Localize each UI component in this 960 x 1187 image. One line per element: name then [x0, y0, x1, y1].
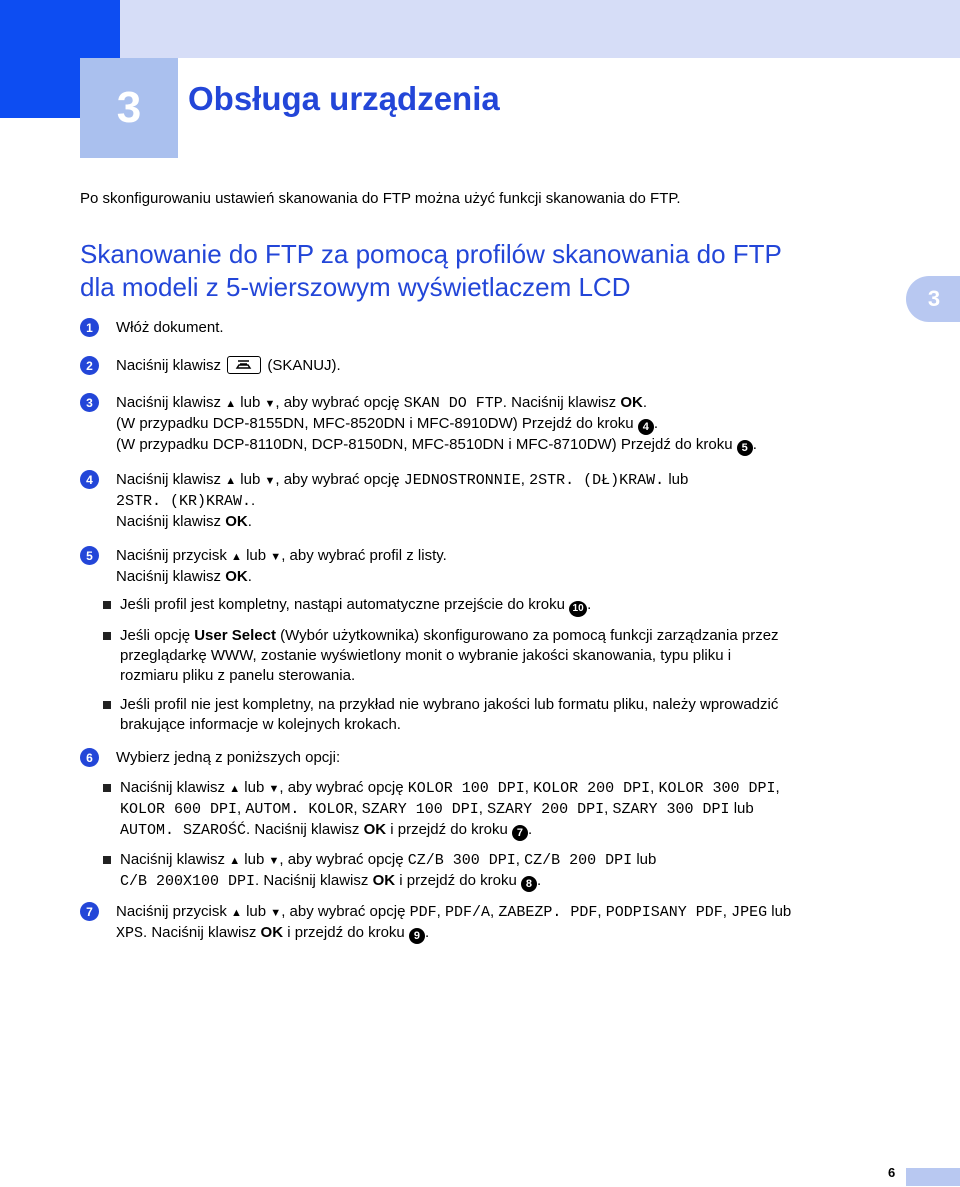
or-word: lub	[668, 471, 689, 488]
step-ref-8: 8	[521, 876, 537, 892]
option-podpisany-pdf: PODPISANY PDF	[605, 904, 723, 921]
option-jpeg: JPEG	[731, 904, 768, 921]
choose-text: , aby wybrać opcję	[281, 903, 406, 920]
step-5-bullet-2	[120, 626, 880, 686]
bullet-1-text: Jeśli profil jest kompletny, nastąpi automatyczne przejście do kroku	[120, 596, 565, 613]
option-autom-kolor: AUTOM. KOLOR	[245, 801, 354, 818]
section-title	[80, 238, 900, 304]
option-xps: XPS	[116, 925, 144, 942]
step-4-text: Naciśnij klawisz	[116, 471, 222, 488]
step-5-choose: , aby wybrać profil z listy.	[281, 547, 447, 564]
ok-key: OK	[225, 568, 248, 585]
up-arrow-icon: ▲	[229, 783, 241, 795]
option-kolor-100: KOLOR 100 DPI	[407, 780, 525, 797]
option-jednostronnie: JEDNOSTRONNIE	[403, 472, 521, 489]
or-word: lub	[240, 394, 261, 411]
option-2str-dl: 2STR. (DŁ)KRAW.	[529, 472, 665, 489]
dot: .	[251, 492, 256, 509]
header-light-band	[120, 0, 960, 58]
option-zabezp-pdf: ZABEZP. PDF	[498, 904, 598, 921]
step-4-choose: , aby wybrać opcję	[275, 471, 400, 488]
down-arrow-icon: ▼	[268, 855, 280, 867]
or-word: lub	[771, 903, 792, 920]
down-arrow-icon: ▼	[264, 398, 276, 410]
choose-text: , aby wybrać opcję	[279, 779, 404, 796]
up-arrow-icon: ▲	[231, 551, 242, 563]
press-text: . Naciśnij klawisz	[246, 821, 360, 838]
chapter-title: Obsługa urządzenia	[188, 80, 500, 117]
step-3: 3 Naciśnij klawisz ▲ lub ▼, aby wybrać opcję SKAN DO FTP. Naciśnij klawisz OK. (W przypadku DCP-8155DN, MFC-8520DN i MFC-8910DW) Przejdź do kroku 4 . (W przypadku DCP-8110DN, DCP-8150DN, MFC-8510DN i MFC-8710DW) Przejdź do kroku 5 .	[80, 393, 900, 456]
option-pdf: PDF	[409, 904, 437, 921]
or-word: lub	[240, 471, 261, 488]
bullet-2-line-2: przeglądarkę WWW, zostanie wyświetlony monit o wybranie jakości skanowania, typu pliku i	[120, 647, 732, 664]
option-2str-kr: 2STR. (KR)KRAW.	[116, 493, 252, 510]
ok-key: OK	[225, 513, 248, 530]
step-ref-5: 5	[737, 440, 753, 456]
go-text: i przejdź do kroku	[390, 821, 508, 838]
step-2	[80, 356, 900, 376]
up-arrow-icon: ▲	[229, 855, 241, 867]
up-arrow-icon: ▲	[225, 398, 237, 410]
step-5-bullet-1: Jeśli profil jest kompletny, nastąpi automatyczne przejście do kroku 10 .	[120, 595, 880, 617]
step-1	[80, 318, 900, 338]
ok-key: OK	[372, 872, 396, 889]
step-number-3: 3	[80, 393, 99, 412]
option-szary-300: SZARY 300 DPI	[612, 801, 730, 818]
scan-key-icon	[227, 356, 261, 374]
bullet-3-line-1: Jeśli profil nie jest kompletny, na przykład nie wybrano jakości lub formatu pliku, należy wprowadzić	[120, 696, 779, 713]
step-1-text: Włóż dokument.	[116, 319, 224, 336]
go-text: i przejdź do kroku	[399, 872, 517, 889]
down-arrow-icon: ▼	[268, 783, 280, 795]
step-2-scan-label: (SKANUJ).	[267, 357, 341, 374]
ok-key: OK	[620, 394, 643, 411]
option-kolor-600: KOLOR 600 DPI	[120, 801, 238, 818]
down-arrow-icon: ▼	[270, 907, 282, 919]
step-5-text: Naciśnij przycisk	[116, 547, 227, 564]
chapter-number-box	[80, 58, 178, 158]
step-number-1: 1	[80, 318, 99, 337]
bullet-2-line-3: rozmiaru pliku z panelu sterowania.	[120, 667, 356, 684]
step-ref-9: 9	[409, 928, 425, 944]
press-text: . Naciśnij klawisz	[255, 872, 369, 889]
option-pdfa: PDF/A	[444, 904, 490, 921]
option-szary-200: SZARY 200 DPI	[487, 801, 605, 818]
step-6-bullet-2: Naciśnij klawisz ▲ lub ▼, aby wybrać opcję CZ/B 300 DPI, CZ/B 200 DPI lub C/B 200X100 DPI. Naciśnij klawisz OK i przejdź do kroku 8 .	[120, 850, 880, 892]
step-ref-7: 7	[512, 825, 528, 841]
down-arrow-icon: ▼	[264, 475, 276, 487]
step-7-text: Naciśnij przycisk	[116, 903, 227, 920]
step-7: 7 Naciśnij przycisk ▲ lub ▼, aby wybrać opcję PDF, PDF/A, ZABEZP. PDF, PODPISANY PDF, JPEG lub XPS. Naciśnij klawisz OK i przejdź do kroku 9 .	[80, 902, 900, 944]
step-number-4: 4	[80, 470, 99, 489]
or-word: lub	[246, 903, 267, 920]
step-6	[80, 748, 900, 892]
section-title-line-2: dla modeli z 5-wierszowym wyświetlaczem LCD	[80, 272, 631, 302]
bullet-square-icon	[103, 856, 111, 864]
go-text: i przejdź do kroku	[287, 924, 405, 941]
ok-key: OK	[363, 821, 387, 838]
section-title-line-1: Skanowanie do FTP za pomocą profilów skanowania do FTP	[80, 239, 782, 269]
step-4: 4 Naciśnij klawisz ▲ lub ▼, aby wybrać opcję JEDNOSTRONNIE, 2STR. (DŁ)KRAW. lub 2STR. (KR)KRAW.. Naciśnij klawisz OK.	[80, 470, 900, 532]
down-arrow-icon: ▼	[270, 551, 282, 563]
step-number-7: 7	[80, 902, 99, 921]
step-2-text: Naciśnij klawisz	[116, 357, 222, 374]
up-arrow-icon: ▲	[225, 475, 237, 487]
option-cb-200x100: C/B 200X100 DPI	[120, 873, 256, 890]
or-word: lub	[733, 800, 754, 817]
option-szary-100: SZARY 100 DPI	[361, 801, 479, 818]
step-5-bullet-3	[120, 695, 880, 735]
bullet-3-line-2: brakujące informacje w kolejnych krokach.	[120, 716, 401, 733]
step-number-5: 5	[80, 546, 99, 565]
option-czb-300: CZ/B 300 DPI	[407, 852, 516, 869]
page-number-bar	[906, 1168, 960, 1186]
option-czb-200: CZ/B 200 DPI	[524, 852, 633, 869]
dot: .	[642, 394, 647, 411]
ok-key: OK	[260, 924, 284, 941]
step-6-text: Wybierz jedną z poniższych opcji:	[116, 749, 341, 766]
or-word: lub	[246, 547, 267, 564]
step-3-press: . Naciśnij klawisz	[502, 394, 617, 411]
or-word: lub	[636, 851, 657, 868]
step-3-note-1: (W przypadku DCP-8155DN, MFC-8520DN i MFC-8910DW) Przejdź do kroku	[116, 415, 634, 432]
intro-paragraph: Po skonfigurowaniu ustawień skanowania do FTP można użyć funkcji skanowania do FTP.	[80, 190, 681, 207]
press-text: . Naciśnij klawisz	[143, 924, 257, 941]
chapter-number: 3	[116, 83, 142, 132]
bullet-square-icon	[103, 632, 111, 640]
step-number-6: 6	[80, 748, 99, 767]
bullet-text: Naciśnij klawisz	[120, 779, 226, 796]
bullet-2-line-1: (Wybór użytkownika) skonfigurowano za pomocą funkcji zarządzania przez	[280, 627, 779, 644]
or-word: lub	[244, 779, 265, 796]
or-word: lub	[244, 851, 265, 868]
bullet-text: Naciśnij klawisz	[120, 851, 226, 868]
step-3-choose: , aby wybrać opcję	[275, 394, 400, 411]
bullet-square-icon	[103, 784, 111, 792]
step-5: 5 Naciśnij przycisk ▲ lub ▼, aby wybrać profil z listy. Naciśnij klawisz OK. Jeśli profil jest kompletny, nastąpi automatyczne przejście do kroku 10 . Jeśli opcję User Select (Wybór użytkownika) skonfigurowano za pomocą funkcji zarządzania przez przeglądarkę WWW, zostanie wyświetlony monit o wybranie jakości skanowania, typu pliku i rozmiaru pliku z panelu sterowania. Jeśli profil nie jest kompletny, na przykład nie wybrano jakości lub formatu pliku, należy wprowadzić brakujące informacje w kolejnych krokach.	[80, 546, 900, 735]
step-6-bullet-1: Naciśnij klawisz ▲ lub ▼, aby wybrać opcję KOLOR 100 DPI, KOLOR 200 DPI, KOLOR 300 DPI, KOLOR 600 DPI, AUTOM. KOLOR, SZARY 100 DPI, SZARY 200 DPI, SZARY 300 DPI lub AUTOM. SZAROŚĆ. Naciśnij klawisz OK i przejdź do kroku 7 .	[120, 778, 880, 841]
step-3-text: Naciśnij klawisz	[116, 394, 222, 411]
option-kolor-200: KOLOR 200 DPI	[533, 780, 651, 797]
step-4-press: Naciśnij klawisz	[116, 513, 222, 530]
bullet-square-icon	[103, 701, 111, 709]
option-kolor-300: KOLOR 300 DPI	[658, 780, 776, 797]
bullet-square-icon	[103, 601, 111, 609]
side-chapter-tab	[906, 276, 960, 322]
step-number-2: 2	[80, 356, 99, 375]
option-skan-do-ftp: SKAN DO FTP	[403, 395, 503, 412]
up-arrow-icon: ▲	[231, 907, 242, 919]
side-tab-label: 3	[927, 286, 941, 311]
step-ref-10: 10	[569, 601, 587, 617]
step-5-press: Naciśnij klawisz	[116, 568, 222, 585]
step-ref-4: 4	[638, 419, 654, 435]
comma: ,	[520, 471, 525, 488]
choose-text: , aby wybrać opcję	[279, 851, 404, 868]
bullet-2-text: Jeśli opcję	[120, 627, 191, 644]
user-select-label: User Select	[194, 627, 276, 644]
step-3-note-2: (W przypadku DCP-8110DN, DCP-8150DN, MFC-8510DN i MFC-8710DW) Przejdź do kroku	[116, 436, 733, 453]
page-number: 6	[888, 1165, 896, 1180]
option-autom-szarosc: AUTOM. SZAROŚĆ	[120, 822, 247, 839]
